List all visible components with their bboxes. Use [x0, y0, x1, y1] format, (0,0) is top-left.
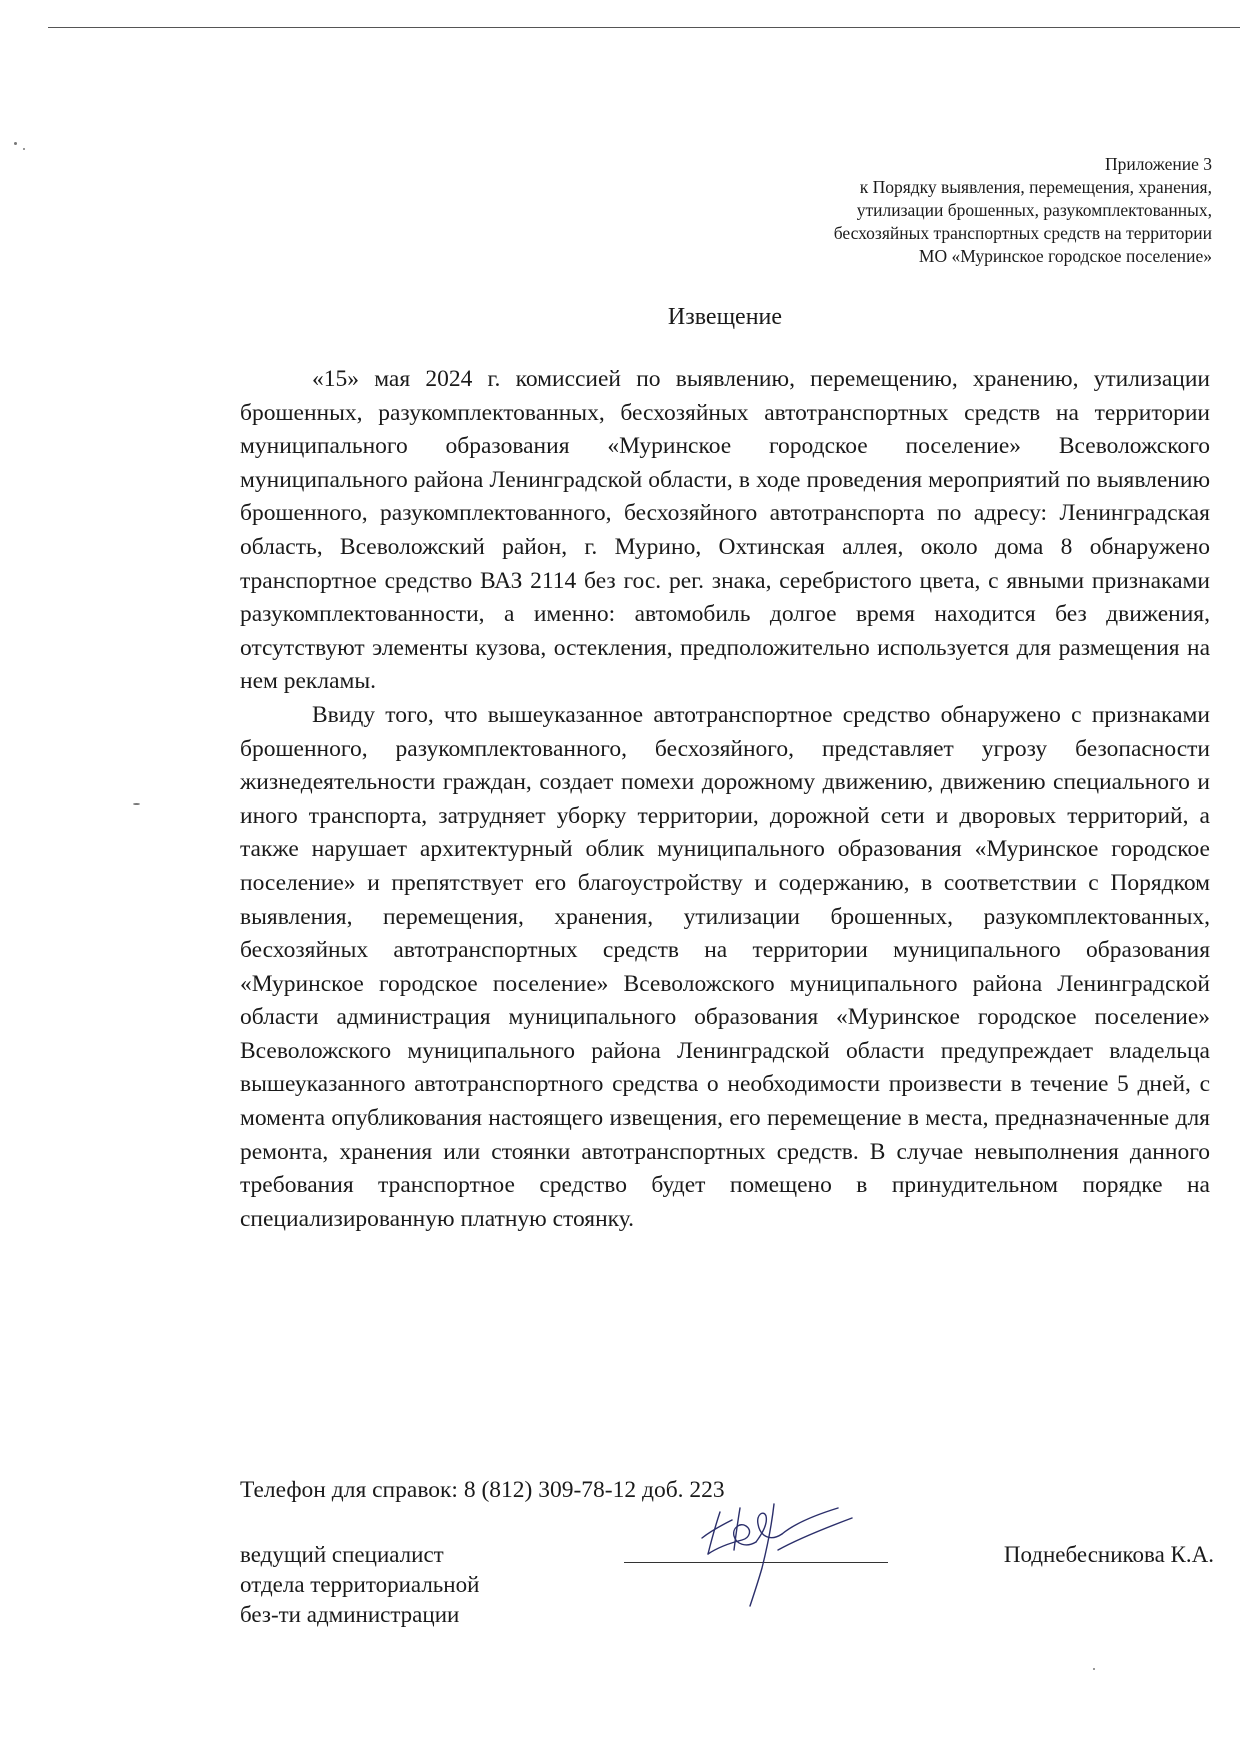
appendix-line: к Порядку выявления, перемещения, хранения,: [859, 177, 1212, 197]
notice-body: [240, 363, 1210, 1236]
scan-speck: [133, 803, 140, 805]
appendix-line: утилизации брошенных, разукомплектованных,: [856, 200, 1212, 220]
signatory-position: [240, 1540, 479, 1630]
phone-reference: Телефон для справок: 8 (812) 309-78-12 доб. 223: [240, 1477, 725, 1503]
body-paragraph: «15» мая 2024 г. комиссией по выявлению, перемещению, хранению, утилизации брошенных, разукомплектованных, бесхозяйных автотранспортных средств на территории муниципального образования «Муринское городское поселение» Всеволожского муниципального района Ленинградской области, в ходе проведения мероприятий по выявлению брошенного, разукомплектованного, бесхозяйного автотранспорта по адресу: Ленинградская область, Всеволожский район, г. Мурино, Охтинская аллея, около дома 8 обнаружено транспортное средство ВАЗ 2114 без гос. рег. знака, серебристого цвета, с явными признаками разукомплектованности, а именно: автомобиль долгое время находится без движения, отсутствуют элементы кузова, остекления, предположительно используется для размещения на нем рекламы.: [240, 366, 1210, 695]
position-line: отдела территориальной: [240, 1572, 480, 1597]
scan-speck: [14, 142, 17, 145]
body-paragraph: Ввиду того, что вышеуказанное автотранспортное средство обнаружено с признаками брошенного, разукомплектованного, бесхозяйного, представляет угрозу безопасности жизнедеятельности граждан, создает помехи дорожному движению, движению специального и иного транспорта, затрудняет уборку территории, дорожной сети и дворовых территорий, а также нарушает архитектурный облик муниципального образования «Муринское городское поселение» и препятствует его благоустройству и содержанию, в соответствии с Порядком выявления, перемещения, хранения, утилизации брошенных, разукомплектованных, бесхозяйных автотранспортных средств на территории муниципального образования «Муринское городское поселение» Всеволожского муниципального района Ленинградской области администрация муниципального образования «Муринское городское поселение» Всеволожского муниципального района Ленинградской области предупреждает владельца вышеуказанного автотранспортного средства о необходимости произвести в течение 5 дней, с момента опубликования настоящего извещения, его перемещение в места, предназначенные для ремонта, хранения или стоянки автотранспортных средств. В случае невыполнения данного требования транспортное средство будет помещено в принудительном порядке на специализированную платную стоянку.: [240, 701, 1210, 1232]
position-line: ведущий специалист: [240, 1542, 444, 1567]
scan-speck: [23, 148, 25, 150]
handwritten-signature: [690, 1490, 870, 1610]
scan-speck: [1093, 1668, 1095, 1670]
signer-name: Поднебесникова К.А.: [1003, 1542, 1214, 1567]
appendix-line: МО «Муринское городское поселение»: [918, 246, 1212, 266]
position-line: без-ти администрации: [240, 1602, 460, 1627]
appendix-line: бесхозяйных транспортных средств на территории: [833, 223, 1212, 243]
appendix-line: Приложение 3: [1104, 154, 1212, 174]
top-rule: [48, 27, 1240, 28]
document-title: Извещение: [667, 304, 783, 330]
appendix-reference: [512, 153, 1212, 268]
